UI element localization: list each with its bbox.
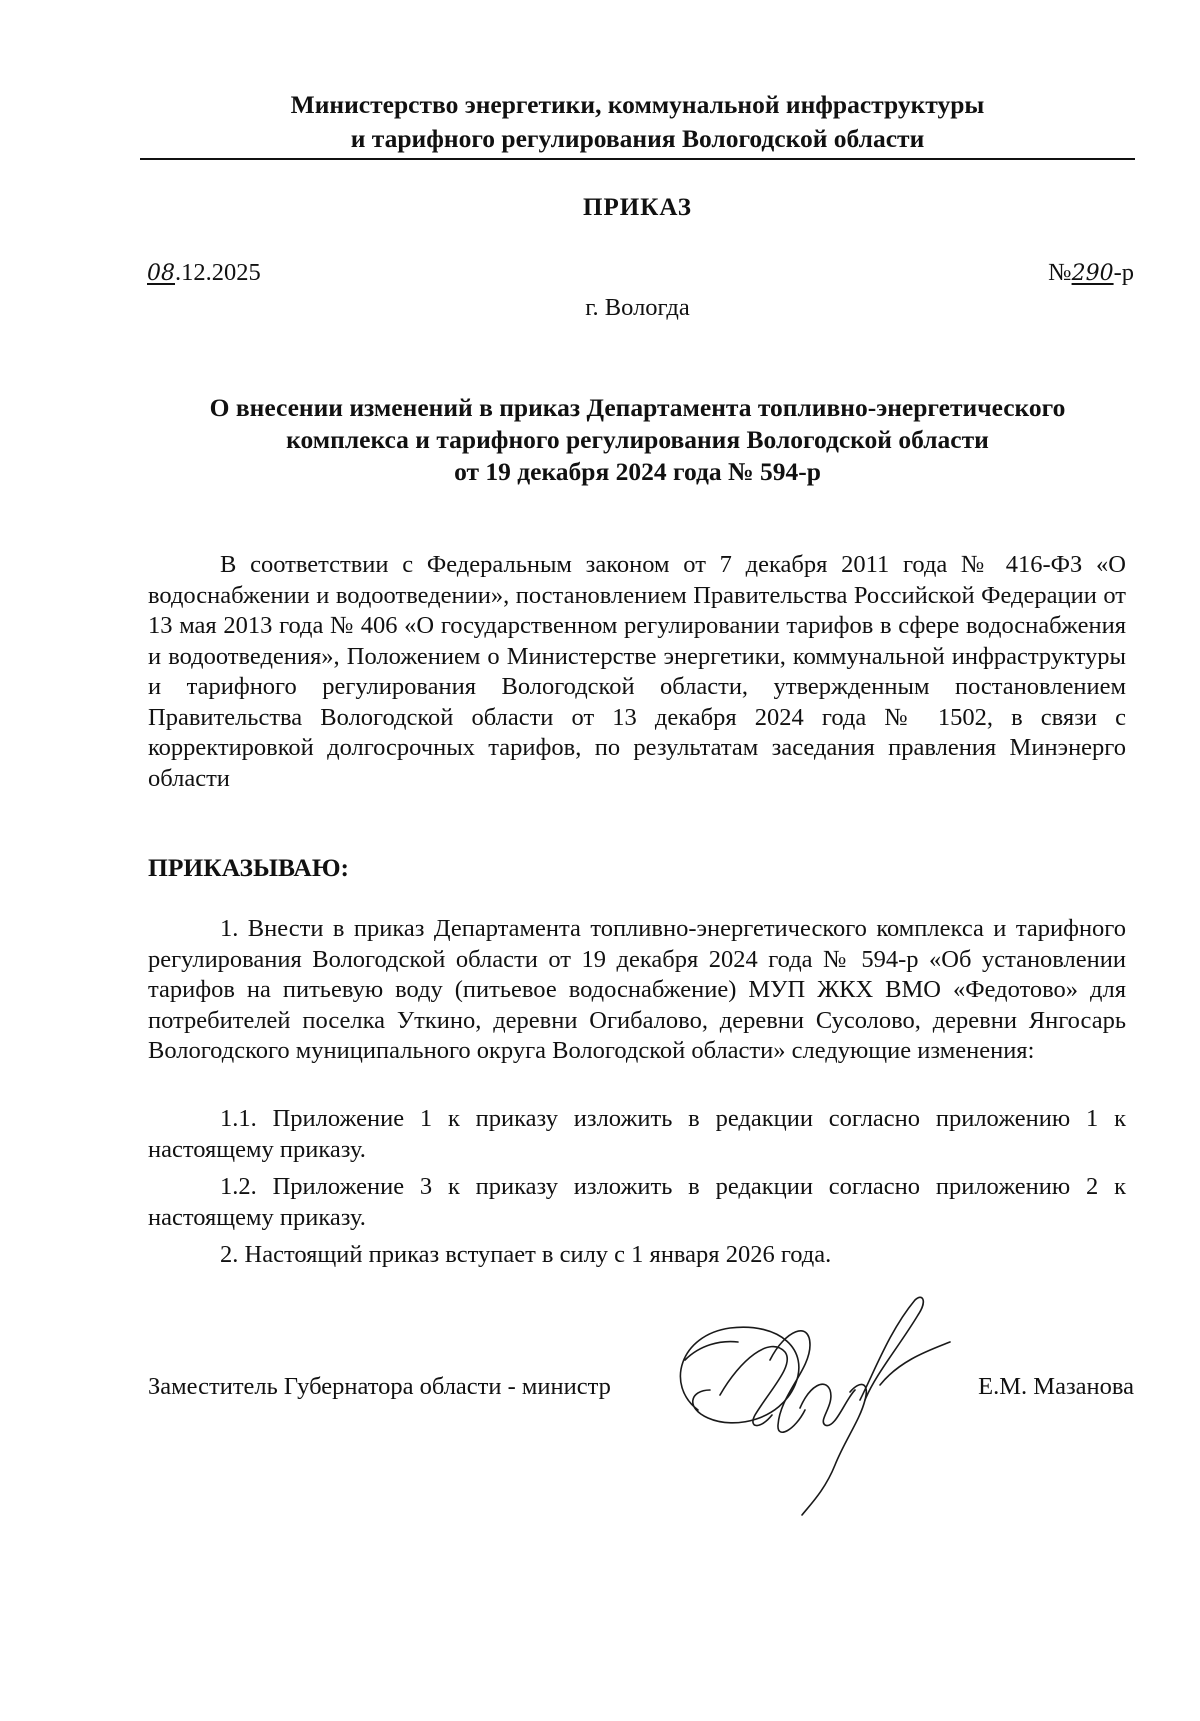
number-handwritten: 290 <box>1071 261 1114 286</box>
subject-line-1: О внесении изменений в приказ Департамента топливно-энергетического <box>209 393 1066 422</box>
item-1-2-paragraph: 1.2. Приложение 3 к приказу изложить в редакции согласно приложению 2 к настоящему приказу. <box>148 1173 1126 1231</box>
document-date <box>147 259 261 287</box>
document-number <box>1048 259 1134 287</box>
document-title: ПРИКАЗ <box>583 194 692 221</box>
signer-position: Заместитель Губернатора области - министр <box>148 1373 611 1400</box>
order-word: ПРИКАЗЫВАЮ: <box>148 853 350 882</box>
ministry-header <box>140 88 1135 156</box>
number-prefix: № <box>1048 259 1072 286</box>
date-day-handwritten: 08 <box>147 261 175 286</box>
signer-name: Е.М. Мазанова <box>978 1373 1134 1400</box>
item-1-1-paragraph: 1.1. Приложение 1 к приказу изложить в редакции согласно приложению 1 к настоящему приказу. <box>148 1105 1126 1163</box>
handwritten-signature <box>660 1290 960 1520</box>
ministry-header-line-2: и тарифного регулирования Вологодской области <box>350 124 925 153</box>
document-subject <box>140 392 1135 488</box>
item-2-paragraph: 2. Настоящий приказ вступает в силу с 1 января 2026 года. <box>220 1241 832 1268</box>
document-city: г. Вологда <box>585 294 690 321</box>
subject-line-2: комплекса и тарифного регулирования Вологодской области <box>286 425 989 454</box>
number-suffix: -р <box>1113 259 1134 286</box>
preamble-paragraph: В соответствии с Федеральным законом от 7 декабря 2011 года № 416-ФЗ «О водоснабжении и водоотведении», постановлением Правительства Российской Федерации от 13 мая 2013 года № 406 «О государственном регулировании тарифов в сфере водоснабжения и водоотведения», Положением о Министерстве энергетики, коммунальной инфраструктуры и тарифного регулирования Вологодской области, утвержденным постановлением Правительства Вологодской области от 13 декабря 2024 года № 1502, в связи с корректировкой долгосрочных тарифов, по результатам заседания правления Минэнерго области <box>148 551 1126 792</box>
date-rest: .12.2025 <box>175 259 261 286</box>
ministry-header-line-1: Министерство энергетики, коммунальной инфраструктуры <box>290 90 985 119</box>
header-divider <box>140 158 1135 160</box>
item-1-paragraph: 1. Внести в приказ Департамента топливно-энергетического комплекса и тарифного регулирования Вологодской области от 19 декабря 2024 года № 594-р «Об установлении тарифов на питьевую воду (питьевое водоснабжение) МУП ЖКХ ВМО «Федотово» для потребителей поселка Уткино, деревни Огибалово, деревни Сусолово, деревни Янгосарь Вологодского муниципального округа Вологодской области» следующие изменения: <box>148 915 1126 1064</box>
subject-line-3: от 19 декабря 2024 года № 594-р <box>454 457 821 486</box>
